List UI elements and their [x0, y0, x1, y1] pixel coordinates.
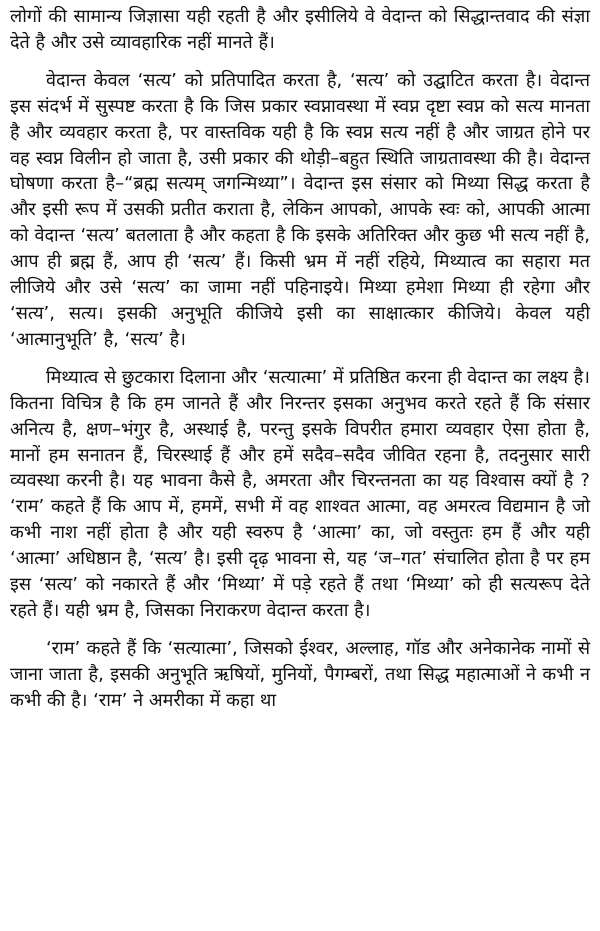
- paragraph-3: मिथ्यात्व से छुटकारा दिलाना और ‘सत्यात्मा’ में प्रतिष्ठित करना ही वेदान्त का लक्ष्य है। कितना विचित्र है कि हम जानते हैं और निरन्तर इसका अनुभव करते रहते हैं कि संसार अनित्य है, क्षण–भंगुर है, अस्थाई है, परन्तु इसके विपरीत हमारा व्यवहार ऐसा होता है, मानों हम सनातन हैं, चिरस्थाई हैं और हमें सदैव–सदैव जीवित रहना है, तदनुसार सारी व्यवस्था करनी है। यह भावना कैसे है, अमरता और चिरन्तनता का यह विश्वास क्यों है ? ‘राम’ कहते हैं कि आप में, हममें, सभी में वह शाश्वत आत्मा, वह अमरत्व विद्यमान है जो कभी नाश नहीं होता है और यही स्वरुप है ‘आत्मा’ का, जो वस्तुतः हम हैं और यही ‘आत्मा’ अधिष्ठान है, ‘सत्य’ है। इसी दृढ़ भावना से, यह ‘ज–गत’ संचालित होता है पर हम इस ‘सत्य’ को नकारते हैं और ‘मिथ्या’ में पड़े रहते हैं तथा ‘मिथ्या’ को ही सत्यरूप देते रहते हैं। यही भ्रम है, जिसका निराकरण वेदान्त करता है।: [10, 366, 590, 621]
- paragraph-2: वेदान्त केवल ‘सत्य’ को प्रतिपादित करता है, ‘सत्य’ को उद्घाटित करता है। वेदान्त इस संदर्भ में सुस्पष्ट करता है कि जिस प्रकार स्वप्नावस्था में स्वप्न दृष्टा स्वप्न को सत्य मानता है और व्यवहार करता है, पर वास्तविक यही है कि स्वप्न सत्य नहीं है और जाग्रत होने पर वह स्वप्न विलीन हो जाता है, उसी प्रकार की थोड़ी–बहुत स्थिति जाग्रतावस्था की है। वेदान्त घोषणा करता है–“ब्रह्म सत्यम् जगन्मिथ्या”। वेदान्त इस संसार को मिथ्या सिद्ध करता है और इसी रूप में उसकी प्रतीत कराता है, लेकिन आपको, आपके स्वः को, आपकी आत्मा को वेदान्त ‘सत्य’ बतलाता है और कहता है कि इसके अतिरिक्त और कुछ भी सत्य नहीं है, आप ही ब्रह्म हैं, आप ही ‘सत्य’ हैं। किसी भ्रम में नहीं रहिये, मिथ्यात्व का सहारा मत लीजिये और उसे ‘सत्य’ का जामा नहीं पहिनाइये। मिथ्या हमेशा मिथ्या ही रहेगा और ‘सत्य’, सत्य। इसकी अनुभूति कीजिये इसी का साक्षात्कार कीजिये। केवल यही ‘आत्मानुभूति’ है, ‘सत्य’ है।: [10, 69, 590, 350]
- paragraph-1: लोगों की सामान्य जिज्ञासा यही रहती है और इसीलिये वे वेदान्त को सिद्धान्तवाद की संज्ञा देते है और उसे व्यावहारिक नहीं मानते हैं।: [10, 6, 590, 53]
- paragraph-4: ‘राम’ कहते हैं कि ‘सत्यात्मा’, जिसको ईश्वर, अल्लाह, गॉड और अनेकानेक नामों से जाना जाता है, इसकी अनुभूति ऋषियों, मुनियों, पैगम्बरों, तथा सिद्ध महात्माओं ने कभी न कभी की है। ‘राम’ ने अमरीका में कहा था: [10, 637, 590, 711]
